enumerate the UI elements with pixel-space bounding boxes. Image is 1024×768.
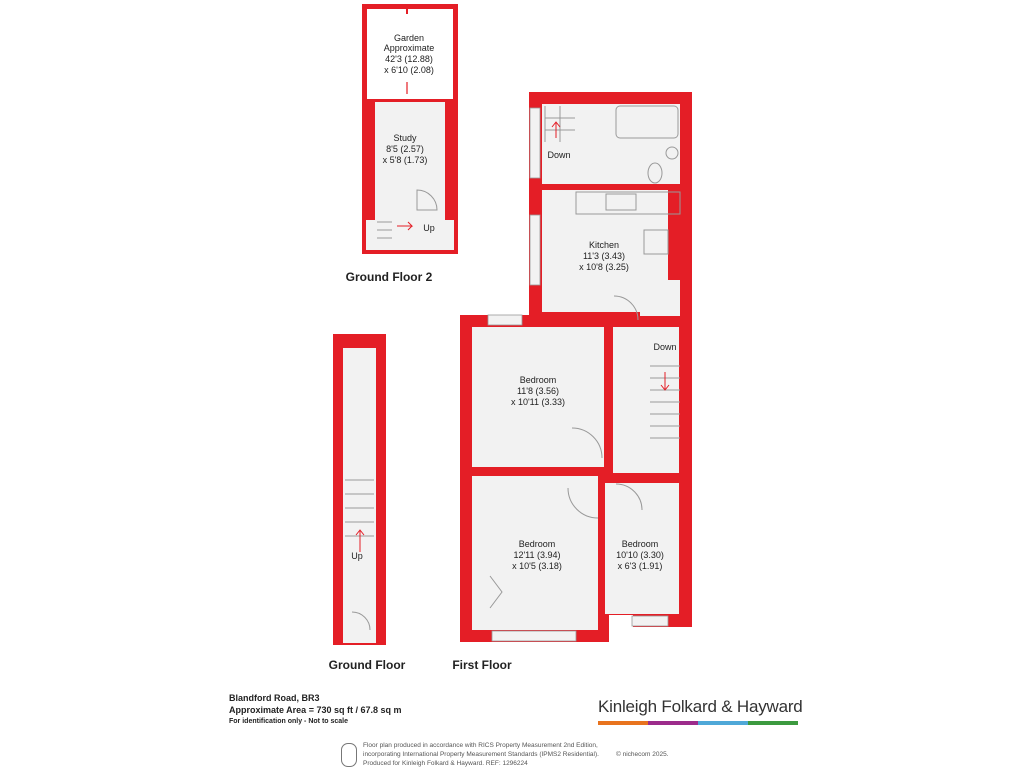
brand-stripe (598, 721, 798, 725)
garden-label: Garden (393, 33, 425, 43)
footer-line-2: incorporating International Property Measurement Standards (IPMS2 Residential). (363, 751, 599, 758)
footer-credits (363, 741, 669, 768)
garden-dim-2: x 6'10 (2.08) (384, 65, 434, 75)
window (530, 108, 540, 178)
bedroom-1-label: Bedroom (519, 375, 557, 385)
bathroom (542, 104, 680, 184)
garden-sublabel: Approximate (383, 43, 435, 53)
footer-line-3 (363, 759, 599, 768)
agent-brand (598, 697, 803, 725)
footer-copyright: © nichecom 2025. (616, 751, 669, 758)
window (488, 315, 522, 325)
window (632, 616, 668, 626)
ground-floor-hall (343, 348, 376, 643)
window (492, 631, 576, 641)
brand-stripe-blue (698, 721, 748, 725)
floor-label-ground-2: Ground Floor 2 (345, 270, 433, 284)
brand-stripe-green (748, 721, 798, 725)
kitchen-dim-2: x 10'8 (3.25) (579, 262, 629, 272)
kitchen-label: Kitchen (588, 240, 620, 250)
property-info (229, 692, 402, 728)
ground-floor-plan (333, 334, 386, 645)
bedroom-3-label: Bedroom (621, 539, 659, 549)
footer-ref: REF: 1296224 (485, 760, 528, 767)
study-dim-1: 8'5 (2.57) (386, 144, 424, 154)
kitchen-stairs-label: Down (547, 150, 571, 160)
property-address: Blandford Road, BR3 (229, 693, 320, 703)
kitchen-dim-1: 11'3 (3.43) (582, 251, 626, 261)
brand-stripe-purple (648, 721, 698, 725)
ground-stairs-label: Up (351, 551, 363, 561)
kitchen-alcove (640, 280, 680, 316)
footer-produced-for: Produced for Kinleigh Folkard & Hayward. (363, 760, 485, 767)
floor-label-ground: Ground Floor (328, 658, 406, 672)
agent-name: Kinleigh Folkard & Hayward (598, 697, 803, 716)
study-stairs-label: Up (423, 223, 435, 233)
study-label: Study (393, 133, 417, 143)
window (530, 215, 540, 285)
bedroom-2-dim-2: x 10'5 (3.18) (512, 561, 562, 571)
bedroom-3-dim-2: x 6'3 (1.91) (617, 561, 663, 571)
property-note: For identification only - Not to scale (229, 718, 349, 725)
nichecom-logo-icon (341, 743, 357, 767)
bedroom-1-dim-1: 11'8 (3.56) (516, 386, 560, 396)
bedroom-1-dim-2: x 10'11 (3.33) (510, 397, 566, 407)
footer-line-1: Floor plan produced in accordance with RICS Property Measurement 2nd Edition, (363, 742, 598, 749)
landing-stairs-label: Down (653, 342, 677, 352)
property-area: Approximate Area = 730 sq ft / 67.8 sq m (229, 705, 402, 715)
study-dim-2: x 5'8 (1.73) (382, 155, 428, 165)
floor-label-first: First Floor (452, 658, 512, 672)
bedroom-2-label: Bedroom (518, 539, 556, 549)
brand-stripe-orange (598, 721, 648, 725)
garden-dim-1: 42'3 (12.88) (385, 54, 433, 64)
bedroom-2-dim-1: 12'11 (3.94) (513, 550, 561, 560)
bedroom-3-dim-1: 10'10 (3.30) (616, 550, 664, 560)
